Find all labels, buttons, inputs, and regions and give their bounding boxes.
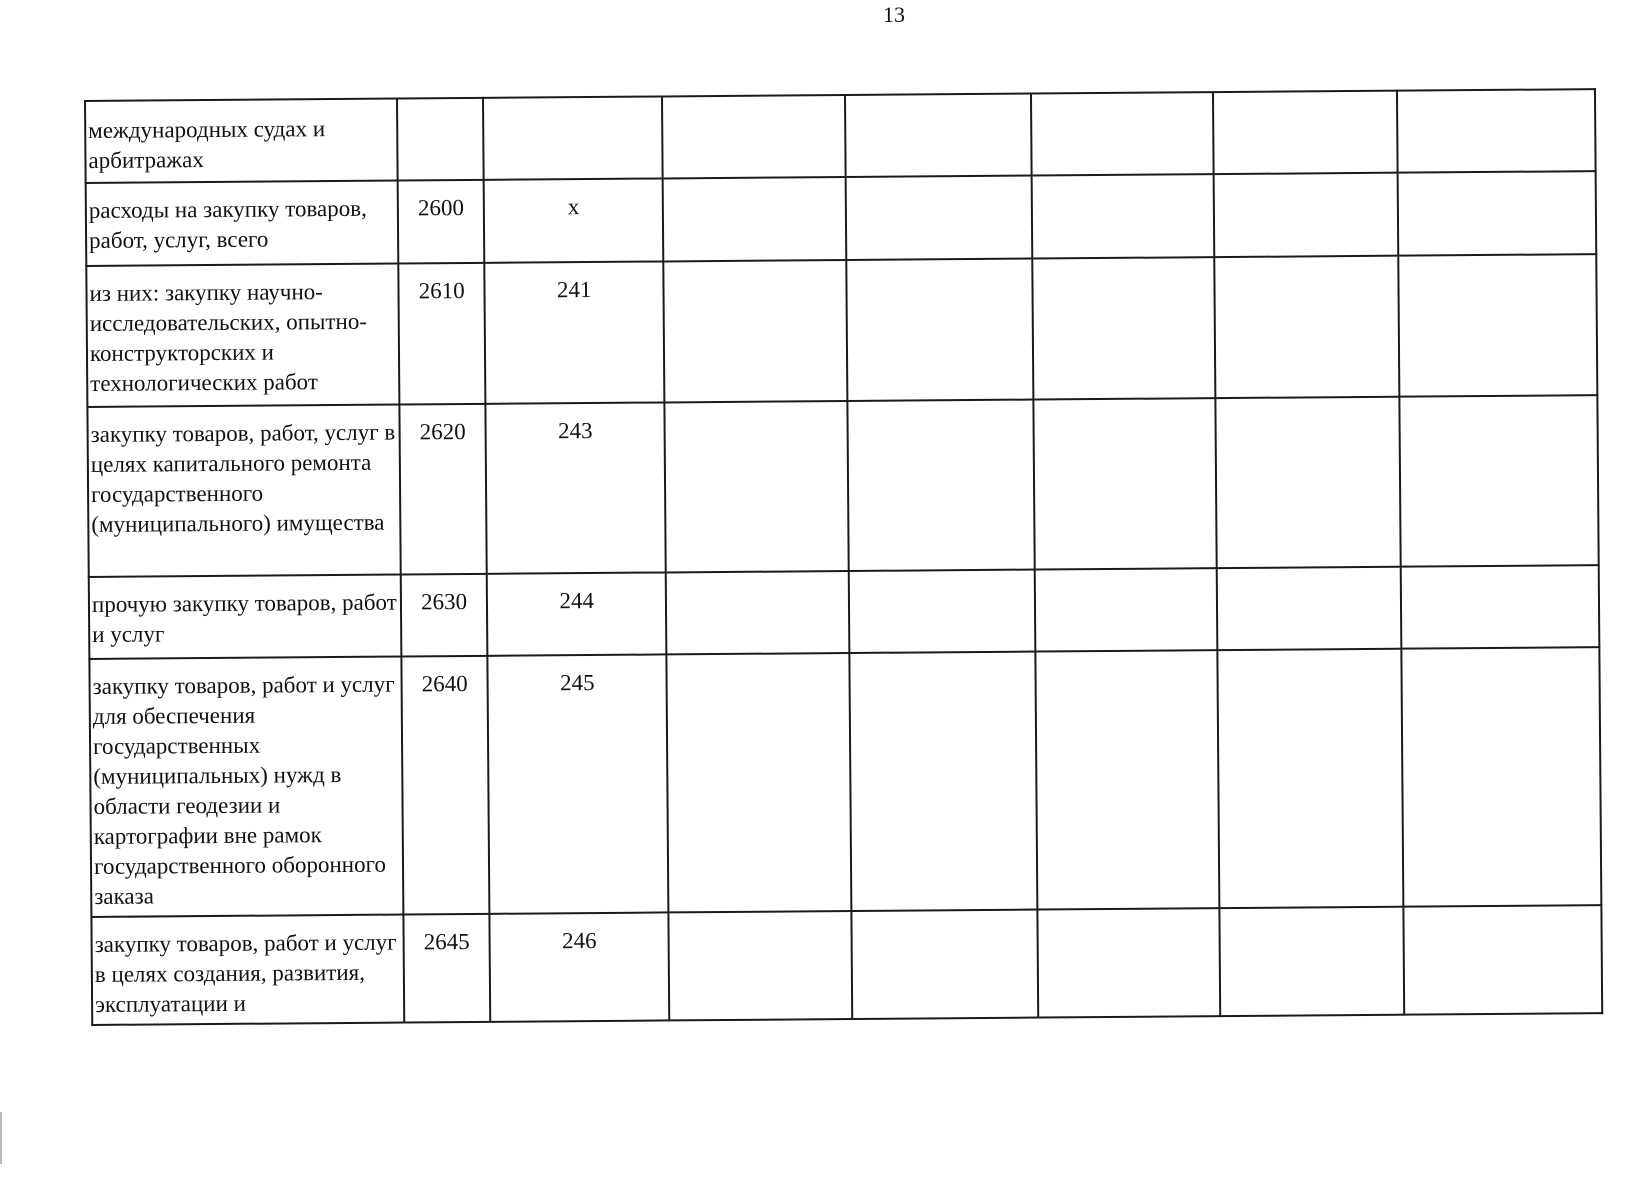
row-code: 2645: [403, 914, 490, 1023]
row-kbk: 246: [490, 912, 670, 1021]
row-code: 2640: [401, 656, 489, 915]
table-row: [86, 254, 1597, 407]
value-cell: [663, 177, 847, 261]
value-cell: [1218, 649, 1404, 908]
scan-edge-mark: [0, 1112, 2, 1164]
value-cell: [850, 652, 1038, 911]
value-cell: [849, 570, 1036, 653]
report-table-container: [84, 88, 1603, 1026]
value-cell: [1038, 908, 1221, 1017]
row-label: прочую закупку товаров, работ и услуг: [89, 575, 402, 659]
value-cell: [846, 259, 1033, 401]
report-table: [84, 88, 1603, 1026]
row-kbk: [483, 96, 662, 179]
table-row: [89, 565, 1600, 659]
value-cell: [1400, 395, 1599, 567]
row-code: 2610: [398, 263, 485, 405]
table-row: [91, 905, 1602, 1025]
row-kbk: 244: [487, 572, 666, 655]
value-cell: [1036, 650, 1220, 909]
value-cell: [846, 176, 1033, 260]
value-cell: [848, 400, 1035, 571]
row-kbk: 243: [486, 402, 666, 573]
row-label: закупку товаров, работ и услуг для обеспечения государственных (муниципальных) нужд в области геодезии и картографии вне рамок государственного оборонного заказа: [89, 657, 403, 917]
value-cell: [667, 653, 852, 912]
row-label: из них: закупку научно-исследовательских, опытно-конструкторских и технологических работ: [86, 264, 399, 407]
value-cell: [662, 95, 846, 178]
value-cell: [1034, 398, 1217, 569]
table-row: [86, 171, 1597, 266]
value-cell: [1404, 905, 1602, 1015]
row-label: международных судах и арбитражах: [85, 99, 398, 183]
row-label: закупку товаров, работ, услуг в целях капитального ремонта государственного (муниципального) имущества: [87, 405, 400, 577]
value-cell: [1033, 257, 1216, 399]
row-label: закупку товаров, работ и услуг в целях создания, развития, эксплуатации и: [91, 915, 404, 1025]
row-kbk: x: [484, 178, 664, 262]
table-row: [85, 89, 1596, 183]
value-cell: [1031, 92, 1214, 175]
value-cell: [1220, 907, 1405, 1016]
value-cell: [1397, 89, 1595, 173]
value-cell: [665, 401, 849, 572]
value-cell: [1032, 174, 1215, 258]
page-number: 13: [883, 2, 905, 27]
value-cell: [663, 260, 847, 402]
row-kbk: 241: [485, 261, 665, 403]
row-code: 2600: [398, 180, 485, 264]
row-kbk: 245: [488, 654, 669, 913]
row-code: 2620: [399, 404, 487, 575]
row-code: [397, 98, 484, 181]
table-row: [89, 647, 1601, 917]
row-label: расходы на закупку товаров, работ, услуг, всего: [86, 181, 399, 266]
value-cell: [1401, 565, 1599, 649]
value-cell: [1216, 397, 1401, 568]
value-cell: [1215, 256, 1400, 398]
value-cell: [1217, 567, 1402, 650]
value-cell: [669, 911, 853, 1020]
row-code: 2630: [401, 574, 488, 657]
value-cell: [1402, 647, 1602, 907]
value-cell: [1399, 254, 1598, 397]
value-cell: [1398, 171, 1596, 256]
value-cell: [1213, 91, 1398, 174]
value-cell: [1035, 568, 1218, 651]
table-row: [87, 395, 1598, 577]
value-cell: [852, 910, 1039, 1019]
value-cell: [1214, 173, 1399, 257]
value-cell: [666, 571, 850, 654]
value-cell: [845, 94, 1032, 177]
